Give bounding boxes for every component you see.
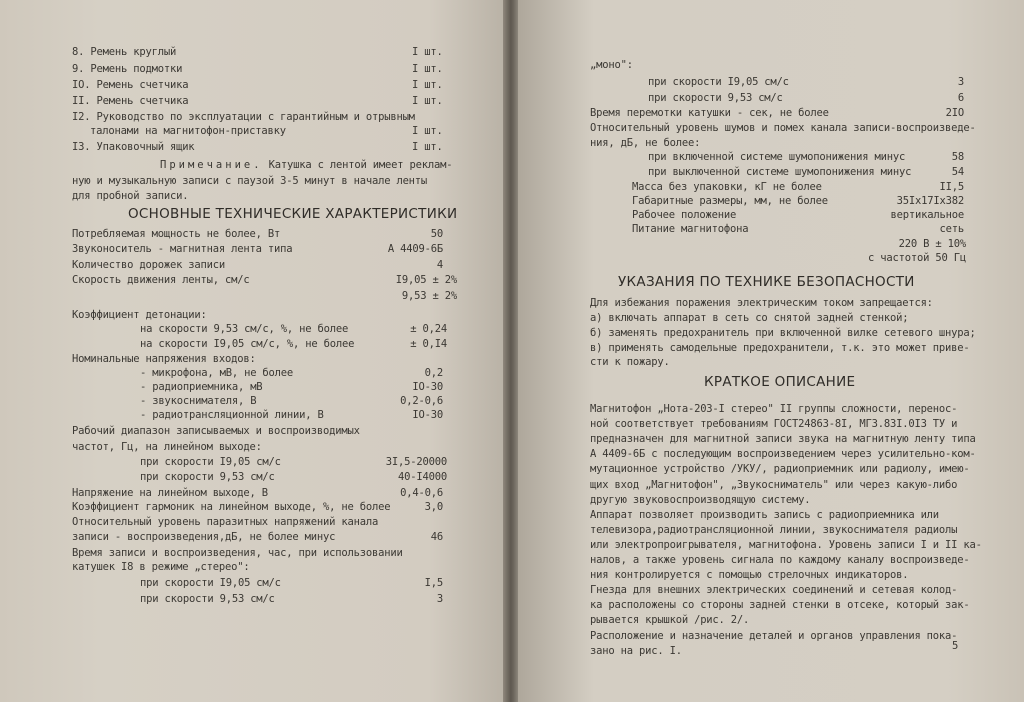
spec-label: частот, Гц, на линейном выходе: bbox=[72, 441, 262, 453]
safety-heading: УКАЗАНИЯ ПО ТЕХНИКЕ БЕЗОПАСНОСТИ bbox=[618, 274, 915, 290]
item-qty: I шт. bbox=[412, 95, 443, 107]
item-qty: I шт. bbox=[412, 46, 443, 58]
spec-label: при скорости I9,05 см/с bbox=[140, 456, 281, 468]
item-qty: I шт. bbox=[412, 125, 443, 137]
item-label: талонами на магнитофон-приставку bbox=[90, 125, 286, 137]
spec-label: при скорости 9,53 см/с bbox=[648, 92, 783, 104]
spec-value: 0,4-0,6 bbox=[400, 487, 443, 499]
spec-value: 3,0 bbox=[424, 501, 443, 513]
spec-label: - звукоснимателя, В bbox=[140, 395, 257, 407]
spec-label: на скорости 9,53 см/с, %, не более bbox=[140, 323, 349, 335]
spec-value: ± 0,I4 bbox=[410, 338, 447, 350]
spec-value: I9,05 ± 2% bbox=[395, 274, 457, 286]
spec-label: Время записи и воспроизведения, час, при использовании bbox=[72, 547, 403, 559]
spec-value: 3I,5-20000 bbox=[385, 456, 447, 468]
spec-value: ± 0,24 bbox=[410, 323, 447, 335]
spec-label: - микрофона, мВ, не более bbox=[140, 367, 294, 379]
spec-label: Напряжение на линейном выходе, В bbox=[72, 487, 268, 499]
description-line: Аппарат позволяет производить запись с радиоприемника или bbox=[590, 508, 939, 521]
description-line: А 4409-6Б с последующим воспроизведением через усилительно-ком- bbox=[590, 448, 976, 461]
spec-value: 6 bbox=[957, 92, 964, 104]
item-label: I2. Руководство по эксплуатации с гарантийным и отрывным bbox=[72, 111, 415, 123]
spec-label: Коэффициент детонации: bbox=[72, 309, 207, 321]
item-qty: I шт. bbox=[412, 63, 443, 75]
spec-label: записи - воспроизведения,дБ, не более минус bbox=[72, 531, 336, 543]
note-text: Катушка с лентой имеет реклам- bbox=[262, 159, 453, 171]
spec-label: Коэффициент гармоник на линейном выходе, %, не более bbox=[72, 501, 391, 513]
item-qty: I шт. bbox=[412, 79, 443, 91]
description-line: Магнитофон „Нота-203-I стерео" II группы сложности, перенос- bbox=[590, 403, 958, 415]
description-line: ка расположены со стороны задней стенки в отсеке, который зак- bbox=[590, 599, 970, 612]
spec-label: Количество дорожек записи bbox=[72, 259, 226, 271]
spec-value: 9,53 ± 2% bbox=[401, 290, 457, 302]
spec-label: при выключенной системе шумопонижения минус bbox=[648, 166, 912, 178]
spec-value: 46 bbox=[430, 531, 443, 543]
spec-value: сеть bbox=[939, 223, 964, 235]
spec-value: 58 bbox=[951, 151, 964, 163]
spec-label: Рабочее положение bbox=[632, 209, 737, 221]
spec-value: вертикальное bbox=[890, 209, 964, 221]
spec-value: 4 bbox=[436, 259, 443, 271]
spec-value: IO-30 bbox=[412, 381, 443, 393]
spec-label: Габаритные размеры, мм, не более bbox=[632, 195, 828, 207]
description-line: Расположение и назначение деталей и органов управления пока- bbox=[590, 629, 958, 642]
note-prefix: Примечание. bbox=[160, 159, 263, 171]
safety-line: б) заменять предохранитель при включенной вилке сетевого шнура; bbox=[590, 327, 976, 339]
spec-label: Масса без упаковки, кГ не более bbox=[632, 181, 822, 193]
spec-value: с частотой 50 Гц bbox=[868, 252, 966, 264]
spec-label: при скорости 9,53 см/с bbox=[140, 471, 275, 483]
spec-value: 54 bbox=[951, 166, 964, 178]
description-line: щих вход „Магнитофон", „Звукосниматель" или через какую-либо bbox=[590, 478, 958, 491]
item-label: IO. Ремень счетчика bbox=[72, 79, 189, 91]
safety-line: а) включать аппарат в сеть со снятой задней стенкой; bbox=[590, 312, 909, 324]
spec-label: при скорости 9,53 см/с bbox=[140, 593, 275, 605]
description-line: ния контролируется с помощью стрелочных индикаторов. bbox=[590, 569, 909, 582]
safety-line: Для избежания поражения электрическим током запрещается: bbox=[590, 297, 933, 309]
spec-value: 220 В ± 10% bbox=[898, 238, 966, 250]
spec-label: Потребляемая мощность не более, Вт bbox=[72, 228, 281, 240]
spec-label: Рабочий диапазон записываемых и воспроизводимых bbox=[72, 425, 360, 437]
left-page bbox=[0, 0, 505, 702]
spec-value: 3 bbox=[436, 593, 443, 605]
spec-value: А 4409-6Б bbox=[387, 243, 443, 255]
spec-label: при скорости I9,05 см/с bbox=[140, 577, 281, 589]
note-line bbox=[160, 158, 452, 172]
spec-value: IO-30 bbox=[412, 409, 443, 421]
spec-label: при включенной системе шумопонижения минус bbox=[648, 151, 906, 163]
spec-label: Питание магнитофона bbox=[632, 223, 749, 235]
description-heading: КРАТКОЕ ОПИСАНИЕ bbox=[704, 374, 856, 390]
description-line: телевизора,радиотрансляционной линии, звукоснимателя радиолы bbox=[590, 523, 958, 536]
item-label: I3. Упаковочный ящик bbox=[72, 141, 195, 153]
spec-value: II,5 bbox=[939, 181, 964, 193]
spec-value: 35Ix17Ix382 bbox=[896, 195, 964, 207]
spec-label: - радиоприемника, мВ bbox=[140, 381, 263, 393]
spec-label: при скорости I9,05 см/с bbox=[648, 76, 789, 88]
safety-line: в) применять самодельные предохранители, т.к. это может приве- bbox=[590, 342, 970, 354]
page-number: 5 bbox=[952, 640, 959, 652]
spec-value: 3 bbox=[957, 76, 964, 88]
section-heading: ОСНОВНЫЕ ТЕХНИЧЕСКИЕ ХАРАКТЕРИСТИКИ bbox=[128, 206, 458, 222]
spec-value: 0,2 bbox=[424, 367, 443, 379]
spec-label: Звуконоситель - магнитная лента типа bbox=[72, 243, 293, 255]
description-line: другую звуковоспроизводящую систему. bbox=[590, 493, 811, 506]
item-label: 9. Ремень подмотки bbox=[72, 63, 183, 75]
description-line: ной соответствует требованиям ГОСТ24863-8I, МГЗ.83I.0I3 ТУ и bbox=[590, 418, 958, 431]
spec-label: Время перемотки катушки - сек, не более bbox=[590, 107, 829, 119]
item-label: 8. Ремень круглый bbox=[72, 46, 177, 58]
description-line: Гнезда для внешних электрических соединений и сетевая колод- bbox=[590, 584, 958, 597]
spec-value: 40-I4000 bbox=[398, 471, 447, 483]
safety-line: сти к пожару. bbox=[590, 356, 670, 368]
spec-label: Номинальные напряжения входов: bbox=[72, 353, 256, 365]
spec-label: - радиотрансляционной линии, В bbox=[140, 409, 324, 421]
right-page bbox=[518, 0, 1024, 702]
spec-value: I,5 bbox=[424, 577, 443, 589]
spec-label: „моно": bbox=[590, 59, 633, 71]
description-line: мутационное устройство /УКУ/, радиоприемник или радиолу, имею- bbox=[590, 463, 970, 476]
spec-label: Относительный уровень паразитных напряжений канала bbox=[72, 516, 379, 528]
spec-label: Относительный уровень шумов и помех канала записи-воспроизведе- bbox=[590, 122, 976, 134]
spec-value: 50 bbox=[430, 228, 443, 240]
note-line: для пробной записи. bbox=[72, 190, 189, 202]
description-line: налов, а также уровень сигнала по каждому каналу воспроизведе- bbox=[590, 554, 970, 566]
spec-label: катушек I8 в режиме „стерео": bbox=[72, 561, 250, 573]
item-qty: I шт. bbox=[412, 141, 443, 153]
description-line: рывается крышкой /рис. 2/. bbox=[590, 614, 750, 627]
description-line: предназначен для магнитной записи звука на магнитную ленту типа bbox=[590, 433, 976, 446]
spec-label: ния, дБ, не более: bbox=[590, 137, 701, 149]
spec-value: 2IO bbox=[945, 107, 964, 119]
spec-value: 0,2-0,6 bbox=[400, 395, 443, 407]
spec-label: Скорость движения ленты, см/с bbox=[72, 274, 250, 286]
note-line: ную и музыкальную записи с паузой 3-5 минут в начале ленты bbox=[72, 175, 428, 187]
spec-label: на скорости I9,05 см/с, %, не более bbox=[140, 338, 355, 350]
item-label: II. Ремень счетчика bbox=[72, 95, 189, 107]
description-line: или электропроигрывателя, магнитофона. Уровень записи I и II ка- bbox=[590, 538, 982, 551]
description-line: зано на рис. I. bbox=[590, 644, 682, 657]
